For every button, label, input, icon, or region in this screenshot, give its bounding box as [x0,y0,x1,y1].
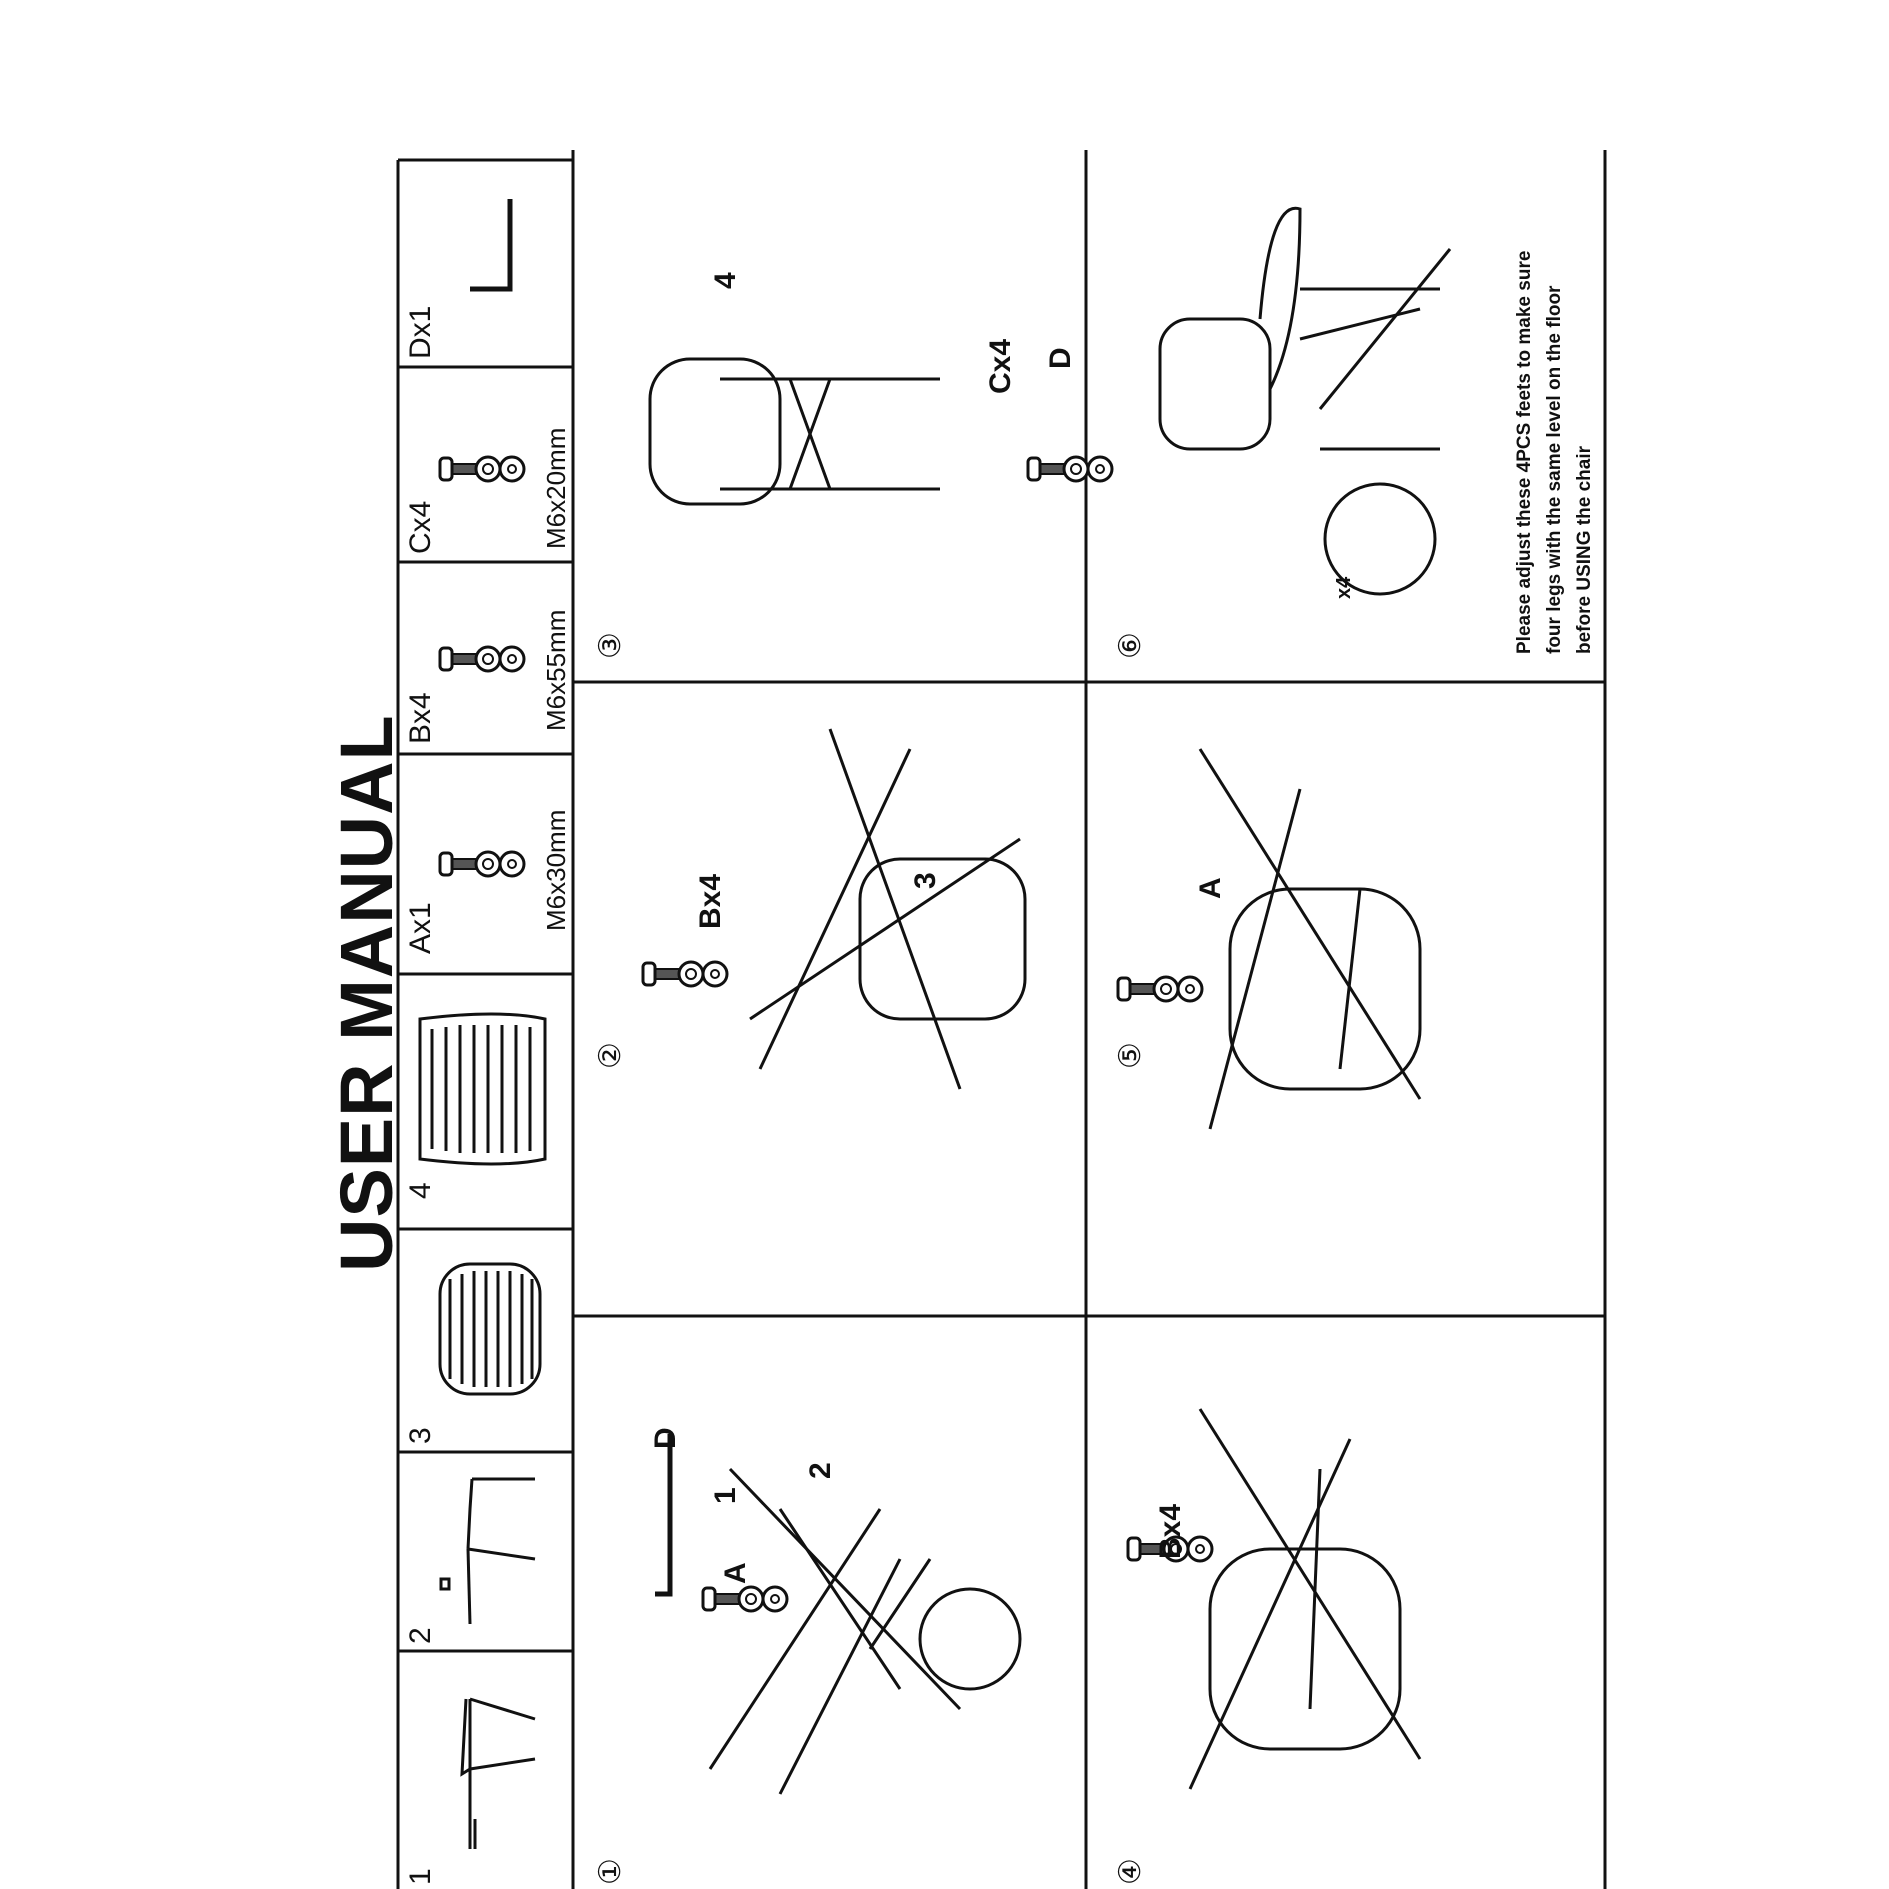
step-1-callout-d: D [649,1427,682,1449]
bolt-washer-icon [440,457,524,481]
final-frame-illustration [1200,749,1420,1129]
bolt-washer-icon [440,647,524,671]
frame-to-seat-illustration [1190,1409,1420,1789]
seat-cushion-icon [440,1264,540,1394]
part-b [404,610,571,744]
adjust-feet-note [1514,251,1595,654]
bolt-washer-icon [703,1587,787,1611]
note-line-1: Please adjust these 4PCS feets to make sure [1514,250,1535,654]
note-line-3: before USING the chair [1574,446,1595,654]
step-1-callout-1: 1 [709,1487,742,1504]
part-d [404,199,510,359]
step-1 [594,1427,1020,1885]
step-5-callout-a: A [1194,877,1227,899]
part-c [404,428,571,554]
part-1-id: 1 [404,1868,437,1885]
steps-grid [573,150,1605,1889]
part-3 [404,1264,540,1444]
part-a [404,810,571,954]
step-3-number: ③ [594,632,627,659]
part-a-id: Ax1 [404,902,437,954]
bolt-washer-icon [643,962,727,986]
part-1 [404,1699,535,1885]
detail-magnifier [920,1589,1020,1689]
step-4-number: ④ [1114,1858,1147,1885]
part-d-id: Dx1 [404,305,437,359]
finished-chair-illustration [1160,208,1450,594]
step-2-number: ② [594,1042,627,1069]
step-1-callout-2: 2 [804,1462,837,1479]
step-2-callout-3: 3 [909,872,942,889]
step-3 [594,272,1112,659]
step-4-callout-bx4: Bx4 [1154,1503,1187,1559]
step-1-number: ① [594,1858,627,1885]
bolt-washer-icon [1028,457,1112,481]
step-2-callout-bx4: Bx4 [694,873,727,929]
step-4 [1114,1409,1420,1885]
seat-assembly-illustration [750,729,1025,1089]
step-3-callout-d: D [1044,347,1077,369]
front-leg-frame-icon [462,1699,535,1849]
step-6-callout-x4: x4 [1333,576,1355,599]
part-a-size: M6x30mm [541,809,571,931]
rear-leg-frame-icon [441,1479,535,1624]
part-c-id: Cx4 [404,500,437,554]
bolt-washer-icon [1118,977,1202,1001]
step-5-number: ⑤ [1114,1042,1147,1069]
part-4 [404,1014,545,1199]
allen-key-icon [655,1434,670,1594]
page-title: USER MANUAL [325,714,408,1272]
backrest-cushion-icon [420,1014,545,1164]
step-3-callout-4: 4 [709,272,742,289]
step-5 [1114,749,1420,1129]
part-2-id: 2 [404,1627,437,1644]
backrest-assembly-illustration [650,359,940,504]
step-6 [1114,208,1595,659]
part-4-id: 4 [404,1182,437,1199]
part-b-size: M6x55mm [541,609,571,731]
part-b-id: Bx4 [404,692,437,744]
note-line-2: four legs with the same level on the floor [1544,285,1565,654]
step-3-callout-cx4: Cx4 [984,338,1017,394]
step-1-callout-a: A [719,1562,752,1584]
part-2 [404,1479,535,1644]
allen-key-icon [470,199,510,289]
bolt-washer-icon [440,852,524,876]
leg-frame-assembly-illustration [710,1469,960,1794]
part-c-size: M6x20mm [541,427,571,549]
step-6-number: ⑥ [1114,632,1147,659]
step-2 [594,729,1025,1089]
part-3-id: 3 [404,1427,437,1444]
